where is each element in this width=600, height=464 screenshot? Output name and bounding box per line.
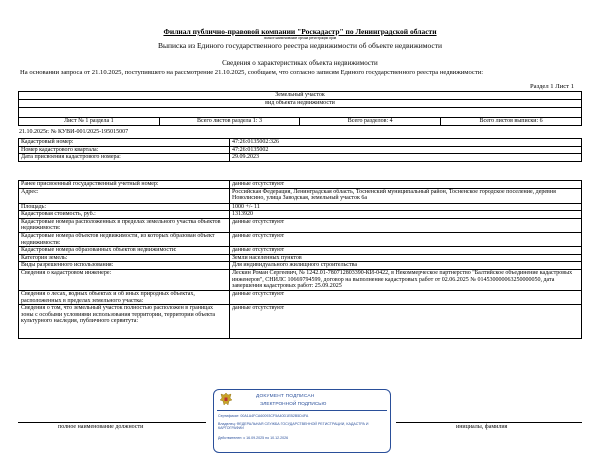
row-label: Кадастровая стоимость, руб.: xyxy=(19,211,230,219)
sheets-total: Всего листов выписки: 6 xyxy=(441,118,582,126)
statement-date-number: 21.10.2025г. № КУВИ-001/2025-195015007 xyxy=(19,129,129,135)
row-value: данные отсутствуют xyxy=(230,305,582,339)
branch-name: Филиал публично-правовой компании "Роскадастр" по Ленинградской области xyxy=(163,27,437,36)
intro-text: На основании запроса от 21.10.2025, поступившего на рассмотрение 21.10.2025, сообщаем, что согласно записям Единого государственного реестра недвижимости: xyxy=(20,69,484,76)
section-title: Сведения о характеристиках объекта недвижимости xyxy=(222,59,378,67)
position-line xyxy=(18,422,206,423)
sheets-in-section: Всего листов раздела 1: 3 xyxy=(159,118,300,126)
table-row xyxy=(19,139,582,147)
coat-of-arms-icon xyxy=(219,392,233,406)
stamp-owner: Владелец: ФЕДЕРАЛЬНАЯ СЛУЖБА ГОСУДАРСТВЕННОЙ РЕГИСТРАЦИИ, КАДАСТРА И КАРТОГРАФИИ xyxy=(218,422,369,430)
row-value: 47:26:0135002:326 xyxy=(230,139,582,147)
table-row xyxy=(19,211,582,219)
row-value: 1313920 xyxy=(230,211,582,219)
row-label: Кадастровые номера расположенных в пределах земельного участка объектов недвижимости: xyxy=(19,218,230,232)
characteristics-table xyxy=(18,180,582,339)
branch-note: полное наименование органа регистрации прав xyxy=(263,36,337,40)
object-type-note: вид объекта недвижимости xyxy=(19,100,582,108)
spacer-row xyxy=(19,108,582,118)
row-value: 1000 +/- 11 xyxy=(230,203,582,211)
table-row xyxy=(19,218,582,232)
name-caption: инициалы, фамилия xyxy=(456,424,508,430)
row-value: 47:26:0135002 xyxy=(230,146,582,154)
position-caption: полное наименование должности xyxy=(58,424,144,430)
row-label: Сведения о лесах, водных объектах и об иных природных объектах, расположенных в пределах земельного участка: xyxy=(19,290,230,304)
row-value: данные отсутствуют xyxy=(230,232,582,246)
table-row xyxy=(19,247,582,255)
row-label: Кадастровые номера объектов недвижимости, из которых образован объект недвижимости: xyxy=(19,232,230,246)
row-label: Площадь: xyxy=(19,203,230,211)
table-row xyxy=(19,232,582,246)
section-label: Раздел 1 Лист 1 xyxy=(530,83,574,90)
row-label: Кадастровые номера образованных объектов недвижимости: xyxy=(19,247,230,255)
row-label: Номер кадастрового квартала: xyxy=(19,146,230,154)
row-value: Для индивидуального жилищного строительства xyxy=(230,262,582,270)
row-label: Ранее присвоенный государственный учетный номер: xyxy=(19,181,230,189)
id-table xyxy=(18,138,582,162)
table-row xyxy=(19,203,582,211)
row-label: Сведения о том, что земельный участок полностью расположен в границах зоны с особыми условиями использования территории, территории объекта культурного наследия, публичного сервитута: xyxy=(19,305,230,339)
sheet-number: Лист № 1 раздела 1 xyxy=(19,118,160,126)
row-value: данные отсутствуют xyxy=(230,218,582,232)
table-row xyxy=(19,188,582,203)
row-label: Дата присвоения кадастрового номера: xyxy=(19,154,230,162)
table-row xyxy=(19,154,582,162)
table-row xyxy=(19,305,582,339)
row-label: Сведения о кадастровом инженере: xyxy=(19,269,230,290)
stamp-title: ДОКУМЕНТ ПОДПИСАН xyxy=(256,394,315,399)
stamp-certificate: Сертификат: 00A1A4FCA60093CF5A40D1EB2B5D4FA xyxy=(218,414,309,418)
table-row xyxy=(19,262,582,270)
row-value: Лескин Роман Сергеевич, № 1242.01-780712803390-КИ-0422, в Некоммерческое партнерство "Балтийское объединение кадастровых инженеров", СНИЛС 10669794599, договор на выполнение кадастровых работ от 02.06.2025 № 014530000063250000050, дата завершения кадастровых работ: 25.09.2025 xyxy=(230,269,582,290)
row-value: 29.09.2023 xyxy=(230,154,582,162)
document-title: Выписка из Единого государственного реестра недвижимости об объекте недвижимости xyxy=(157,41,443,50)
table-row xyxy=(19,269,582,290)
table-row xyxy=(19,146,582,154)
row-label: Категория земель: xyxy=(19,254,230,262)
row-value: данные отсутствуют xyxy=(230,290,582,304)
table-row xyxy=(19,181,582,189)
row-value: данные отсутствуют xyxy=(230,181,582,189)
name-line xyxy=(396,422,582,423)
stamp-subtitle: ЭЛЕКТРОННОЙ ПОДПИСЬЮ xyxy=(260,402,327,407)
table-row xyxy=(19,254,582,262)
row-value: Земли населенных пунктов xyxy=(230,254,582,262)
row-value: данные отсутствуют xyxy=(230,247,582,255)
row-label: Кадастровый номер: xyxy=(19,139,230,147)
row-value: Российская Федерация, Ленинградская область, Тосненский муниципальный район, Тосненское городское поселение, деревня Новолисино, улица Заводская, земельный участок 6а xyxy=(230,188,582,203)
stamp-divider xyxy=(217,410,387,411)
row-label: Адрес: xyxy=(19,188,230,203)
row-label: Виды разрешенного использования: xyxy=(19,262,230,270)
sections-total: Всего разделов: 4 xyxy=(300,118,441,126)
table-row xyxy=(19,290,582,304)
object-type: Земельный участок xyxy=(19,92,582,100)
e-signature-stamp xyxy=(213,389,391,453)
stamp-validity: Действителен: с 16.09.2025 по 10.12.2026 xyxy=(218,436,289,440)
object-header-table xyxy=(18,91,582,126)
